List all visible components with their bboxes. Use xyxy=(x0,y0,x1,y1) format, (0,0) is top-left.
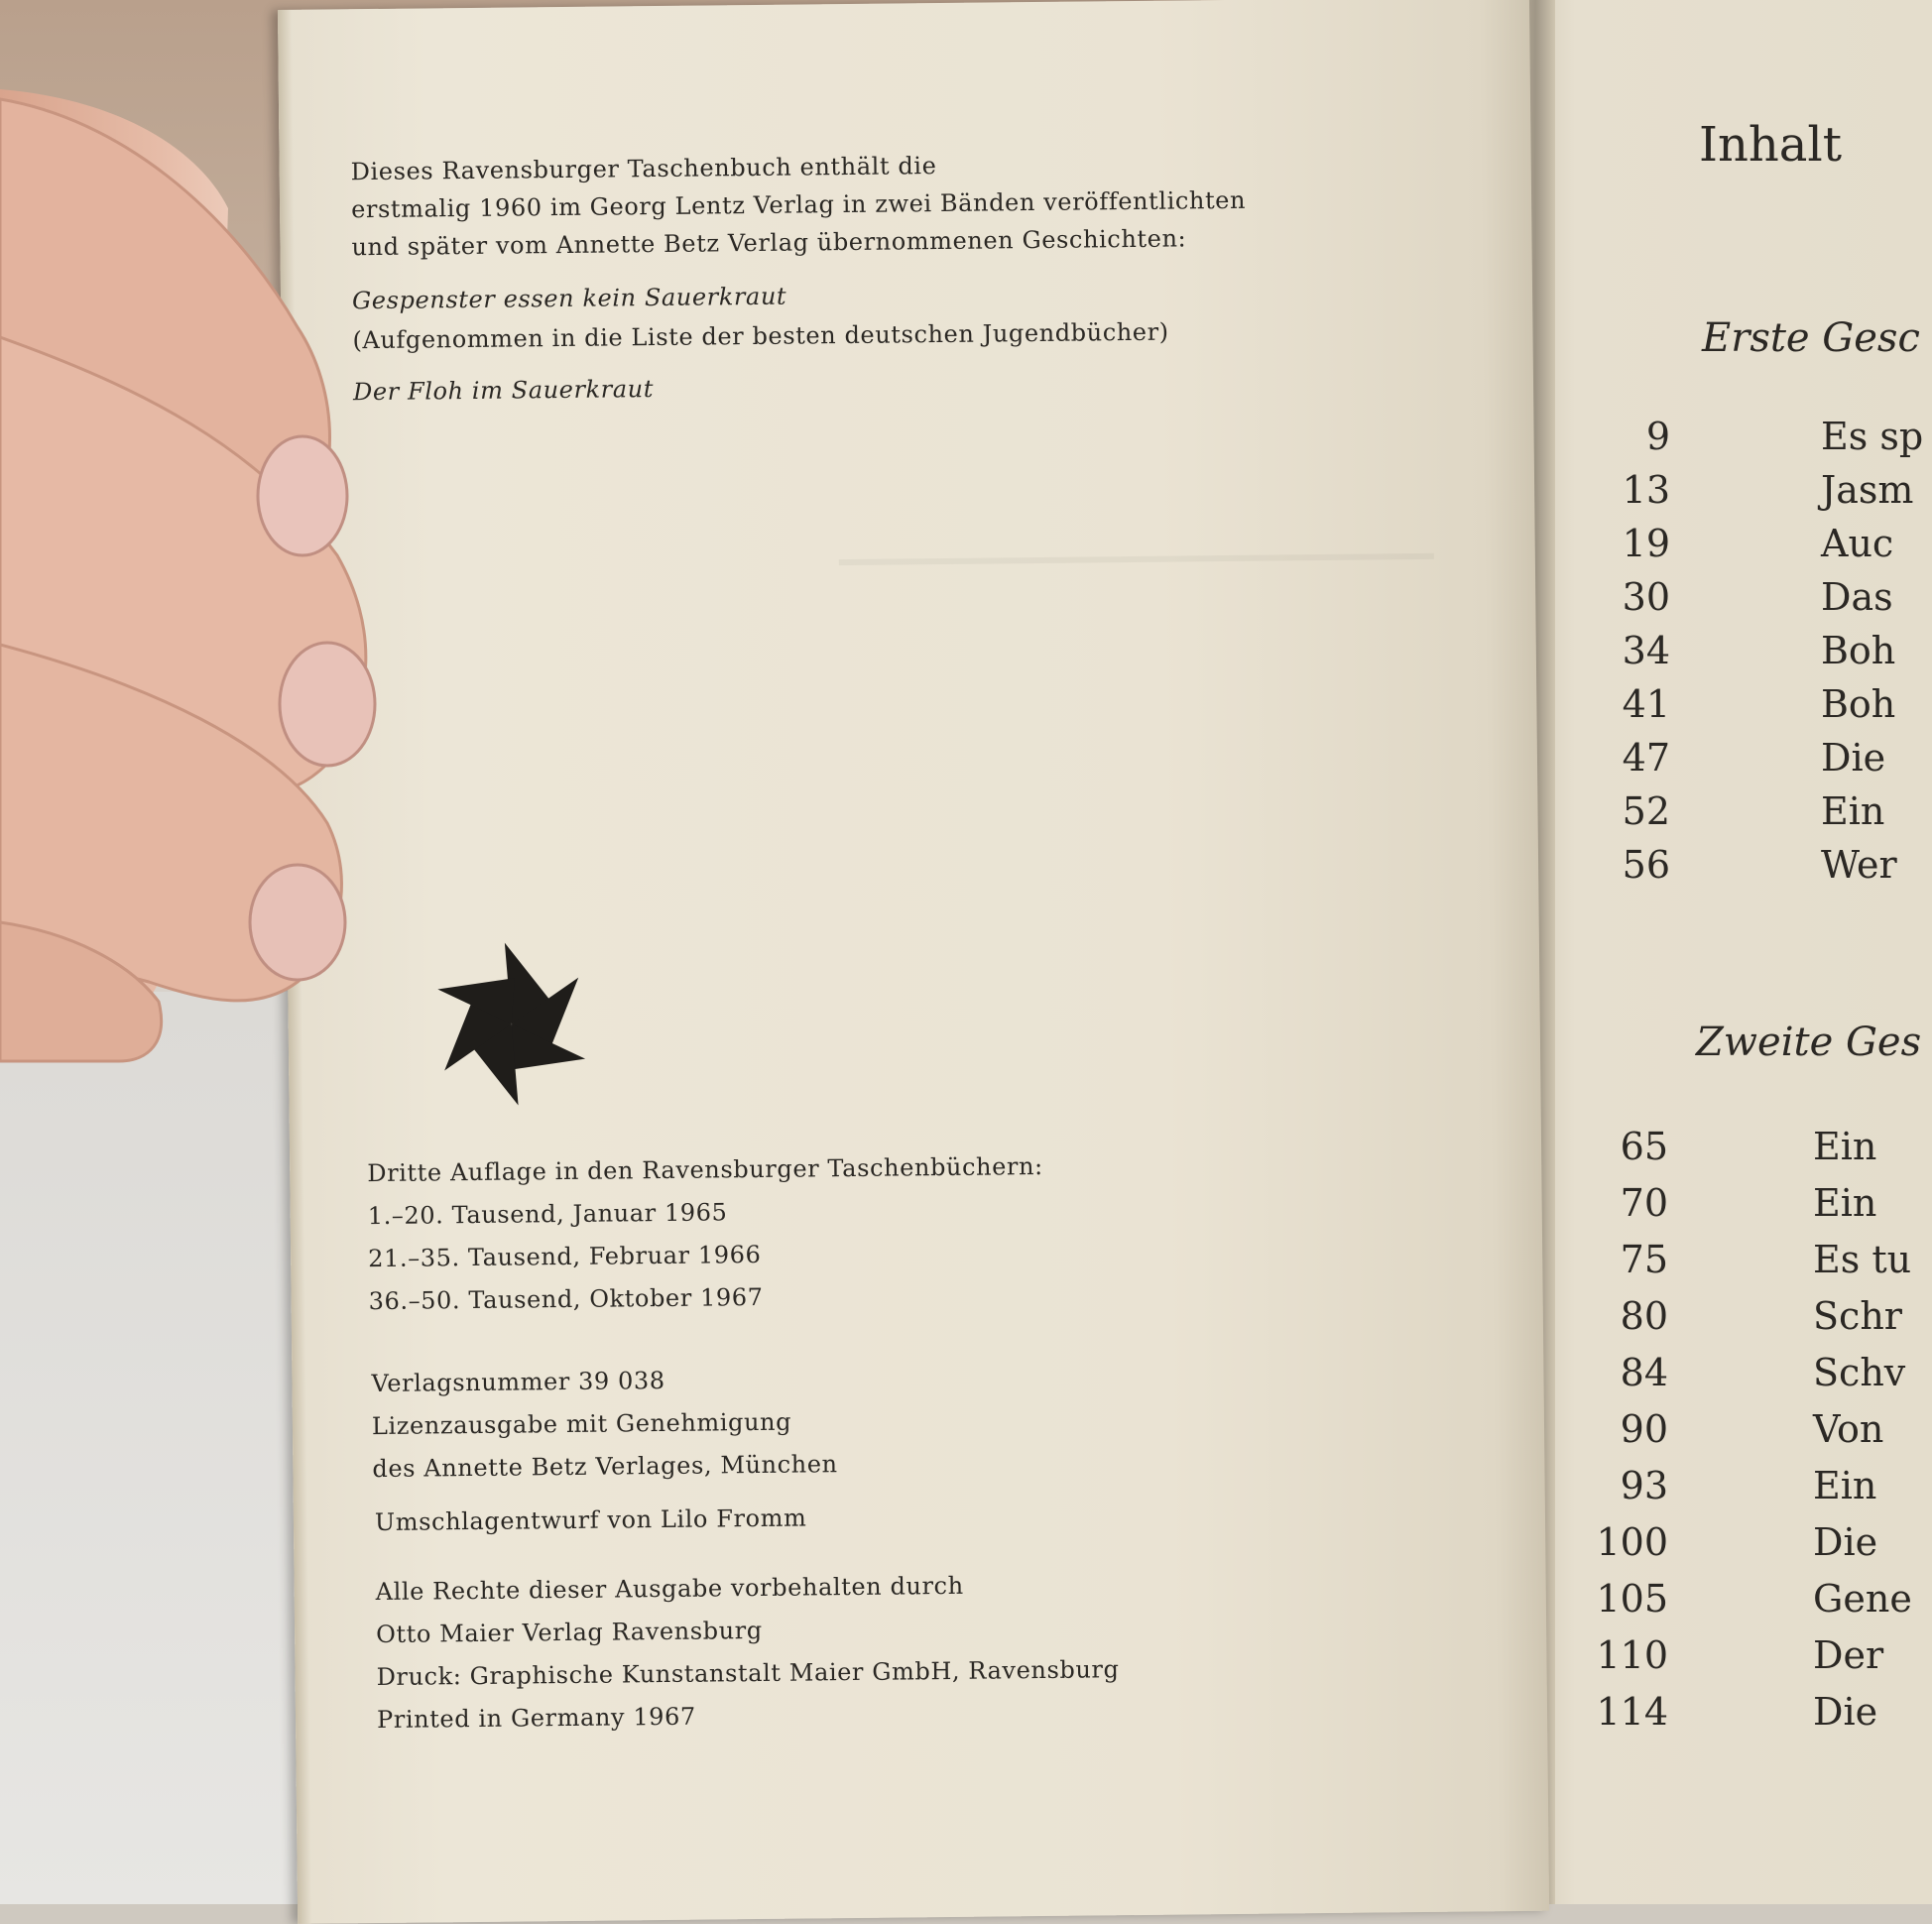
pinwheel-icon xyxy=(436,944,587,1105)
cover-credit: Umschlagentwurf von Lilo Fromm xyxy=(374,1503,807,1537)
book-title-one: Gespenster essen kein Sauerkraut xyxy=(351,282,787,315)
toc-page-number: 9 xyxy=(1645,415,1670,458)
toc-entry-title: Der xyxy=(1813,1633,1884,1677)
toc-entry-title: Ein xyxy=(1813,1181,1877,1225)
rights-line: Otto Maier Verlag Ravensburg xyxy=(376,1616,763,1649)
license-line: Verlagsnummer 39 038 xyxy=(371,1366,665,1398)
book-title-two: Der Floh im Sauerkraut xyxy=(352,375,655,407)
edition-line: 36.–50. Tausend, Oktober 1967 xyxy=(368,1282,764,1316)
toc-entry-title: Die xyxy=(1821,736,1886,780)
bleed-through-shadow xyxy=(838,474,1434,565)
intro-line: und später vom Annette Betz Verlag übernommenen Geschichten: xyxy=(351,224,1187,262)
toc-entry-title: Wer xyxy=(1821,843,1897,887)
toc-page-number: 41 xyxy=(1622,682,1670,726)
toc-page-number: 100 xyxy=(1596,1520,1668,1564)
toc-section-two: Zweite Ges xyxy=(1696,1020,1922,1065)
toc-entry-title: Die xyxy=(1813,1520,1878,1564)
toc-page-number: 70 xyxy=(1620,1181,1668,1225)
rights-line: Druck: Graphische Kunstanstalt Maier GmbH, Ravensburg xyxy=(376,1655,1120,1692)
toc-page-number: 19 xyxy=(1622,522,1670,565)
toc-page-number: 93 xyxy=(1620,1464,1668,1507)
toc-entry-title: Jasm xyxy=(1821,468,1914,512)
toc-page-number: 65 xyxy=(1620,1125,1668,1168)
toc-entry-title: Es tu xyxy=(1813,1238,1912,1281)
toc-entry-title: Boh xyxy=(1821,629,1896,672)
intro-line: Dieses Ravensburger Taschenbuch enthält die xyxy=(350,152,937,186)
edition-line: Dritte Auflage in den Ravensburger Taschenbüchern: xyxy=(367,1151,1043,1188)
toc-page-number: 52 xyxy=(1622,789,1670,833)
award-note: (Aufgenommen in die Liste der besten deutschen Jugendbücher) xyxy=(352,317,1169,355)
toc-page-number: 47 xyxy=(1622,736,1670,780)
rights-line: Printed in Germany 1967 xyxy=(376,1702,696,1735)
toc-page-number: 84 xyxy=(1620,1351,1668,1394)
toc-section-one: Erste Gesc xyxy=(1702,315,1920,361)
toc-page-number: 114 xyxy=(1596,1690,1668,1734)
toc-entry-title: Es sp xyxy=(1821,415,1924,458)
toc-page-number: 30 xyxy=(1622,575,1670,619)
toc-title: Inhalt xyxy=(1699,117,1843,173)
toc-page-number: 56 xyxy=(1622,843,1670,887)
intro-line: erstmalig 1960 im Georg Lentz Verlag in zwei Bänden veröffentlichten xyxy=(350,185,1247,224)
toc-entry-title: Ein xyxy=(1813,1464,1877,1507)
right-page xyxy=(1535,0,1932,1904)
toc-entry-title: Ein xyxy=(1821,789,1885,833)
toc-page-number: 105 xyxy=(1596,1577,1668,1621)
toc-entry-title: Die xyxy=(1813,1690,1878,1734)
toc-page-number: 110 xyxy=(1596,1633,1668,1677)
holding-hand xyxy=(0,89,417,1061)
toc-entry-title: Auc xyxy=(1821,522,1894,565)
toc-page-number: 75 xyxy=(1620,1238,1668,1281)
toc-entry-title: Gene xyxy=(1813,1577,1912,1621)
toc-entry-title: Das xyxy=(1821,575,1893,619)
toc-entry-title: Boh xyxy=(1821,682,1896,726)
edition-line: 1.–20. Tausend, Januar 1965 xyxy=(367,1198,728,1231)
license-line: Lizenzausgabe mit Genehmigung xyxy=(371,1407,792,1441)
toc-page-number: 13 xyxy=(1622,468,1670,512)
rights-line: Alle Rechte dieser Ausgabe vorbehalten durch xyxy=(375,1571,964,1607)
license-line: des Annette Betz Verlages, München xyxy=(372,1450,838,1484)
left-page xyxy=(278,0,1549,1924)
toc-page-number: 90 xyxy=(1620,1407,1668,1451)
toc-entry-title: Ein xyxy=(1813,1125,1877,1168)
toc-entry-title: Schr xyxy=(1813,1294,1902,1338)
toc-page-number: 80 xyxy=(1620,1294,1668,1338)
toc-page-number: 34 xyxy=(1622,629,1670,672)
toc-entry-title: Von xyxy=(1813,1407,1884,1451)
edition-line: 21.–35. Tausend, Februar 1966 xyxy=(368,1240,762,1273)
toc-entry-title: Schv xyxy=(1813,1351,1906,1394)
